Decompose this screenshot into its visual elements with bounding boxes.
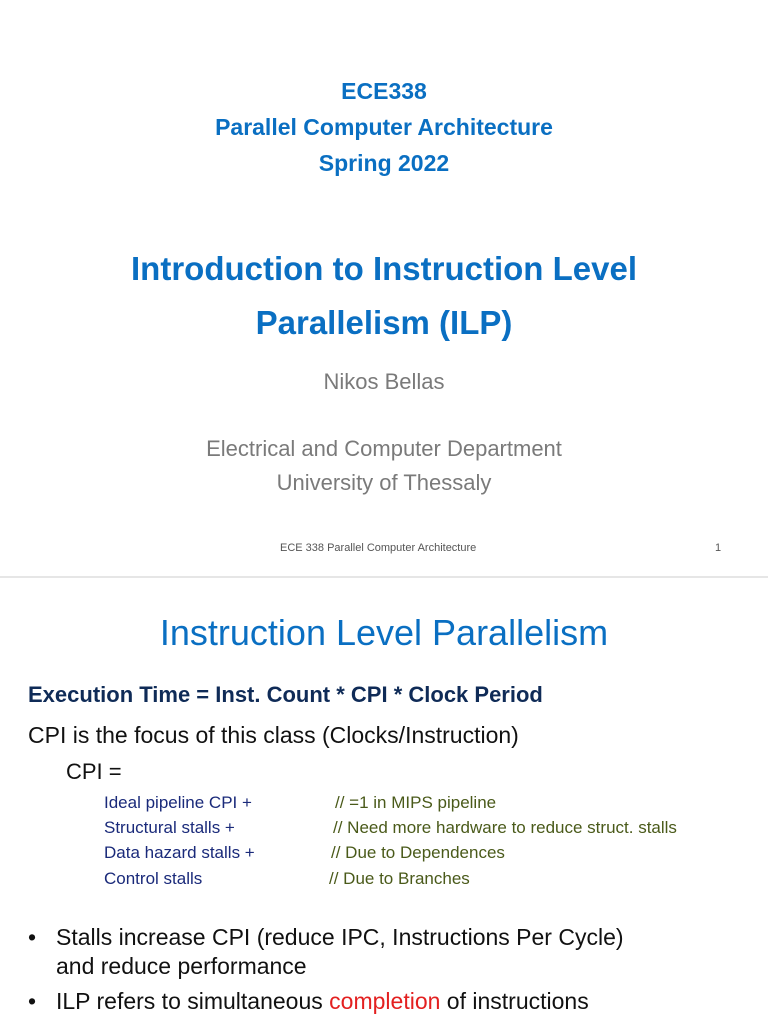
cpi-component-term: Structural stalls + [104,818,235,837]
cpi-component-comment: // Due to Dependences [331,843,505,862]
bullet-ilp-pre: ILP refers to simultaneous [56,988,330,1014]
content-slide [0,578,768,1024]
cpi-component-comment: // Due to Branches [329,869,470,888]
bullet-stalls [28,923,748,983]
cpi-component-row [0,869,768,895]
bullet-stalls-line2: and reduce performance [56,953,307,979]
slide-title-line1: Introduction to Instruction Level [131,250,637,287]
bullet-ilp-post: of instructions [440,988,589,1014]
cpi-component-term: Control stalls [104,869,203,888]
department: Electrical and Computer Department [206,436,562,461]
slide-footer: ECE 338 Parallel Computer Architecture [280,542,477,554]
bullet-ilp-highlight: completion [329,988,441,1014]
slide-title-line2: Parallelism (ILP) [255,304,513,341]
bullet-marker: • [28,988,37,1014]
cpi-component-comment: // Need more hardware to reduce struct. stalls [333,818,677,837]
cpi-component-term: Ideal pipeline CPI + [104,793,252,812]
cpi-component-row [0,818,768,844]
page-number: 1 [715,542,722,554]
cpi-component-comment: // =1 in MIPS pipeline [335,793,497,812]
cpi-component-term: Data hazard stalls + [104,843,255,862]
course-code: ECE338 [341,78,427,104]
cpi-component-row [0,843,768,869]
author-name: Nikos Bellas [323,369,445,394]
bullet-marker: • [28,924,37,950]
bullet-ilp [28,987,748,1017]
cpi-label: CPI = [66,759,122,784]
execution-time-equation: Execution Time = Inst. Count * CPI * Clock Period [28,682,543,707]
bullet-ilp-text [56,987,589,1015]
cpi-focus-text: CPI is the focus of this class (Clocks/Instruction) [28,722,519,748]
cpi-component-row [0,793,768,819]
university: University of Thessaly [276,470,492,495]
bullet-stalls-line1: Stalls increase CPI (reduce IPC, Instructions Per Cycle) [56,924,624,950]
course-term: Spring 2022 [318,150,450,176]
course-name: Parallel Computer Architecture [215,114,553,140]
slide-heading: Instruction Level Parallelism [159,612,609,653]
